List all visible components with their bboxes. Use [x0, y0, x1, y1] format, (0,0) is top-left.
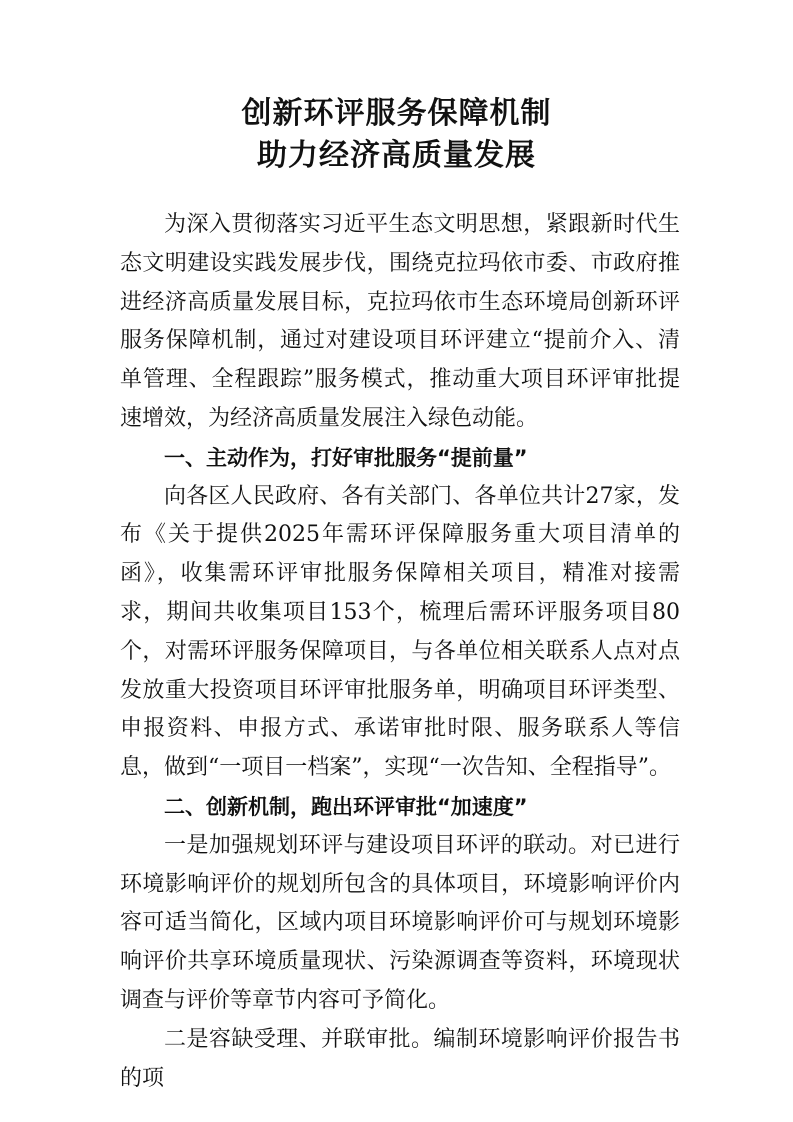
section-2-heading: 二、创新机制，跑出环评审批“加速度” [164, 794, 528, 819]
document-body [120, 206, 680, 1098]
section-2-paragraph-2: 二是容缺受理、并联审批。编制环境影响评价报告书的项 [120, 1026, 680, 1091]
section-1-paragraph: 向各区人民政府、各有关部门、各单位共计27家，发布《关于提供2025年需环评保障服务重大项目清单的函》，收集需环评审批服务保障相关项目，精准对接需求，期间共收集项目153个，梳理后需环评服务项目80个，对需环评服务保障项目，与各单位相关联系人点对点发放重大投资项目环评审批服务单，明确项目环评类型、申报资料、申报方式、承诺审批时限、服务联系人等信息，做到“一项目一档案”，实现“一次告知、全程指导”。 [120, 483, 680, 781]
document-title-line-1: 创新环评服务保障机制 [241, 96, 552, 131]
section-2-paragraph-1: 一是加强规划环评与建设项目环评的联动。对已进行环境影响评价的规划所包含的具体项目，环境影响评价内容可适当简化，区域内项目环境影响评价可与规划环境影响评价共享环境质量现状、污染源调查等资料，环境现状调查与评价等章节内容可予简化。 [120, 832, 680, 1013]
document-title-line-2: 助力经济高质量发展 [257, 138, 536, 173]
section-1-heading: 一、主动作为，打好审批服务“提前量” [164, 445, 528, 470]
intro-paragraph: 为深入贯彻落实习近平生态文明思想，紧跟新时代生态文明建设实践发展步伐，围绕克拉玛依市委、市政府推进经济高质量发展目标，克拉玛依市生态环境局创新环评服务保障机制，通过对建设项目环评建立“提前介入、清单管理、全程跟踪”服务模式，推动重大项目环评审批提速增效，为经济高质量发展注入绿色动能。 [120, 212, 680, 431]
